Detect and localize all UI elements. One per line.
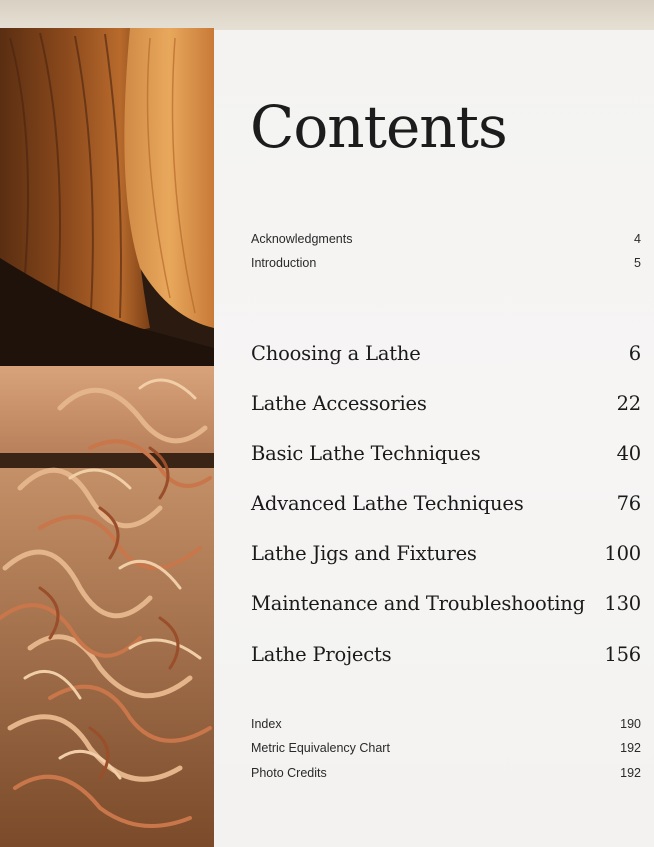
toc-entry-page: 5 <box>634 256 641 270</box>
toc-chapter-page: 22 <box>616 392 641 415</box>
toc-entry-label: Introduction <box>251 256 317 270</box>
toc-chapter-page: 100 <box>604 542 641 565</box>
toc-chapter-label: Lathe Jigs and Fixtures <box>251 542 477 565</box>
toc-chapter-lathe-jigs-and-fixtures[interactable] <box>251 542 641 565</box>
toc-entry-label: Index <box>251 717 282 731</box>
toc-chapter-page: 40 <box>616 442 641 465</box>
toc-chapter-advanced-lathe-techniques[interactable] <box>251 492 641 515</box>
toc-entry-page: 4 <box>634 232 641 246</box>
toc-entry-page: 192 <box>620 766 641 780</box>
toc-entry-introduction[interactable] <box>251 256 641 270</box>
toc-chapter-lathe-accessories[interactable] <box>251 392 641 415</box>
toc-entry-acknowledgments[interactable] <box>251 232 641 246</box>
toc-entry-page: 190 <box>620 717 641 731</box>
toc-chapter-lathe-projects[interactable] <box>251 643 641 666</box>
toc-entry-label: Photo Credits <box>251 766 327 780</box>
page-top-edge <box>0 0 654 30</box>
toc-entry-page: 192 <box>620 741 641 755</box>
toc-chapter-label: Advanced Lathe Techniques <box>251 492 524 515</box>
toc-chapter-page: 130 <box>604 592 641 615</box>
toc-chapter-maintenance-and-troubleshooting[interactable] <box>251 592 641 615</box>
toc-chapter-basic-lathe-techniques[interactable] <box>251 442 641 465</box>
toc-chapter-label: Maintenance and Troubleshooting <box>251 592 585 615</box>
toc-chapter-choosing-a-lathe[interactable] <box>251 342 641 365</box>
toc-entry-metric-equivalency-chart[interactable] <box>251 741 641 755</box>
toc-chapter-label: Lathe Accessories <box>251 392 427 415</box>
toc-chapter-label: Basic Lathe Techniques <box>251 442 481 465</box>
toc-entry-photo-credits[interactable] <box>251 766 641 780</box>
lathe-wood-shavings-photo <box>0 28 214 847</box>
toc-entry-index[interactable] <box>251 717 641 731</box>
toc-chapter-label: Choosing a Lathe <box>251 342 421 365</box>
toc-chapter-page: 6 <box>628 342 641 365</box>
toc-chapter-page: 76 <box>616 492 641 515</box>
toc-chapter-label: Lathe Projects <box>251 643 392 666</box>
toc-entry-label: Acknowledgments <box>251 232 353 246</box>
page-title: Contents <box>250 93 507 161</box>
toc-entry-label: Metric Equivalency Chart <box>251 741 390 755</box>
toc-chapter-page: 156 <box>604 643 641 666</box>
